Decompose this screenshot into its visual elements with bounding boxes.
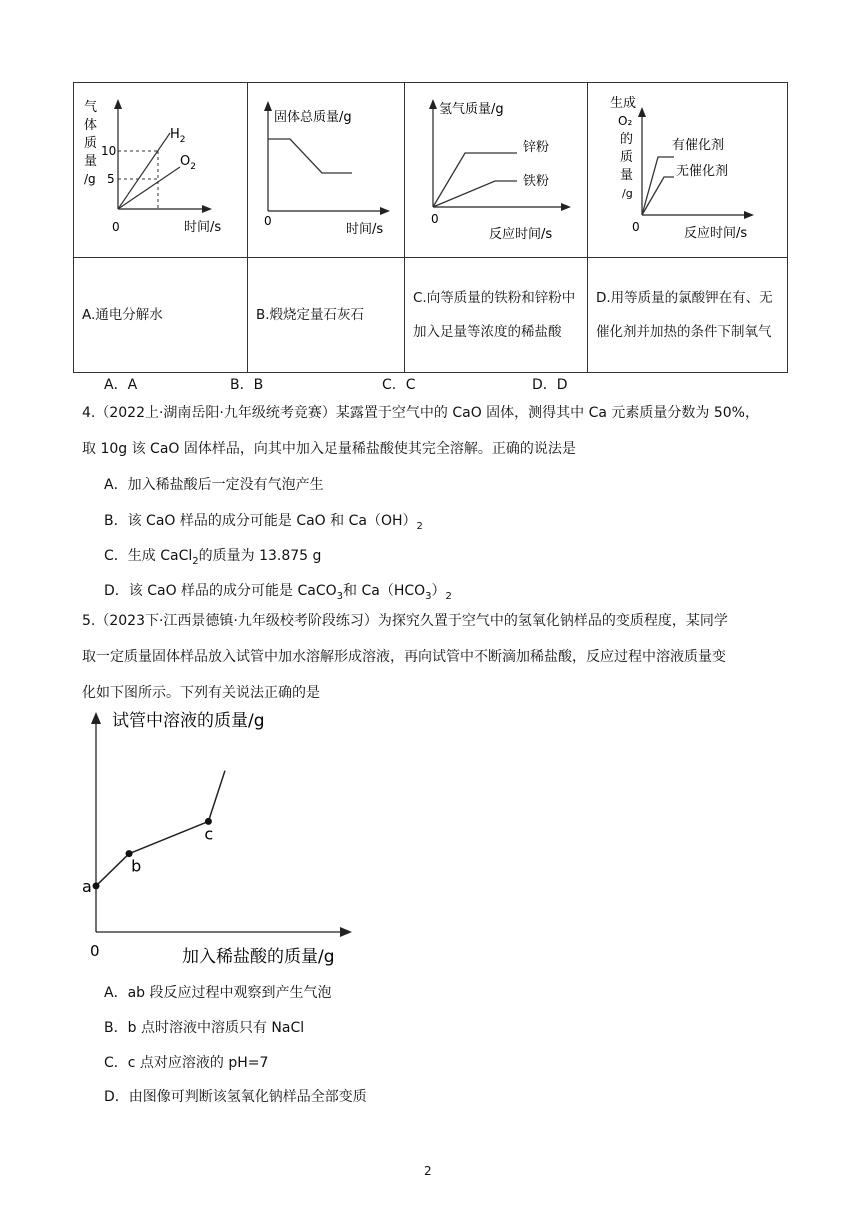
graph-a-tick-10: 10 bbox=[101, 144, 117, 158]
graph-b-ylabel: 固体总质量/g bbox=[274, 110, 352, 125]
graph-a-ylabel-1: 气 bbox=[84, 100, 98, 115]
graph-d bbox=[588, 83, 788, 253]
graph-cell-b bbox=[248, 83, 405, 258]
q5-stem-line2: 取一定质量固体样品放入试管中加水溶解形成溶液，再向试管中不断滴加稀盐酸，反应过程中溶液质量变 bbox=[82, 649, 726, 665]
q4-option-b: B．该 CaO 样品的成分可能是 CaO 和 $Ca(OH)_2$ bbox=[104, 513, 423, 532]
q3-choice-b: B．B bbox=[230, 377, 264, 393]
q5-chart-segment-2 bbox=[129, 821, 208, 853]
graph-a-tick-5: 5 bbox=[107, 172, 115, 186]
graph-c-origin: 0 bbox=[431, 212, 439, 226]
q5-chart-point-label-c: c bbox=[204, 824, 214, 844]
graph-cell-c bbox=[405, 83, 588, 258]
graph-d-ylabel-3: 的 bbox=[620, 132, 634, 147]
q4-option-c: C．生成 CaCl$_2$的质量为 13.875 g bbox=[104, 548, 322, 567]
graph-a-ylabel-3: 质 bbox=[84, 136, 98, 151]
q5-chart-x-arrow bbox=[340, 927, 352, 937]
caption-c: C.向等质量的铁粉和锌粉中加入足量等浓度的稀盐酸 bbox=[405, 258, 588, 373]
q5-stem-line3: 化如下图所示。下列有关说法正确的是 bbox=[82, 685, 320, 701]
graph-a bbox=[74, 83, 248, 253]
graph-a-h2-label: $H_2$ bbox=[170, 127, 186, 145]
q5-chart-point-label-a: a bbox=[82, 876, 92, 896]
q5-chart-marks bbox=[82, 771, 225, 896]
q5-option-a: A．ab 段反应过程中观察到产生气泡 bbox=[104, 985, 332, 1001]
graph-table bbox=[73, 82, 788, 373]
q5-chart-segment-3 bbox=[208, 771, 225, 822]
q5-option-b: B．b 点时溶液中溶质只有 NaCl bbox=[104, 1020, 305, 1036]
graph-d-xlabel: 反应时间/s bbox=[684, 226, 748, 241]
q5-chart-origin: 0 bbox=[90, 942, 100, 960]
page-number: 2 bbox=[424, 1164, 432, 1178]
q5-chart-point-a bbox=[93, 882, 100, 889]
graph-a-xlabel: 时间/s bbox=[184, 220, 222, 235]
q4-option-a: A．加入稀盐酸后一定没有气泡产生 bbox=[104, 477, 324, 493]
q5-chart-point-label-b: b bbox=[131, 856, 142, 876]
graph-a-ylabel-5: /g bbox=[84, 172, 96, 186]
q4-stem-line2: 取 10g 该 CaO 固体样品，向其中加入足量稀盐酸使其完全溶解。正确的说法是 bbox=[82, 441, 576, 457]
graph-a-ylabel-4: 量 bbox=[84, 154, 98, 169]
graph-d-ylabel-6: /g bbox=[622, 187, 633, 200]
q5-option-c: C．c 点对应溶液的 pH=7 bbox=[104, 1055, 269, 1071]
graph-d-ylabel-2: O₂ bbox=[618, 114, 633, 128]
graph-d-ylabel-5: 量 bbox=[620, 168, 634, 183]
graph-d-ylabel-4: 质 bbox=[620, 150, 634, 165]
q3-choice-d: D．D bbox=[532, 377, 568, 393]
graph-c-zinc-label: 锌粉 bbox=[523, 140, 550, 155]
caption-b: B.煅烧定量石灰石 bbox=[248, 258, 405, 373]
q5-chart-ylabel: 试管中溶液的质量/g bbox=[112, 711, 265, 731]
graph-d-ylabel-1: 生成 bbox=[610, 96, 637, 111]
q5-chart-y-arrow bbox=[91, 712, 101, 724]
graph-a-ylabel-2: 体 bbox=[84, 118, 98, 133]
q5-chart-segment-1 bbox=[96, 854, 129, 886]
graph-c-iron-label: 铁粉 bbox=[523, 174, 550, 189]
graph-cell-a bbox=[74, 83, 248, 258]
graph-b-origin: 0 bbox=[264, 214, 272, 228]
q3-choice-c: C．C bbox=[382, 377, 416, 393]
graph-b-xlabel: 时间/s bbox=[346, 222, 384, 237]
caption-a: A.通电分解水 bbox=[74, 258, 248, 373]
caption-d: D.用等质量的氯酸钾在有、无催化剂并加热的条件下制氧气 bbox=[588, 258, 788, 373]
graph-c-ylabel: 氢气质量/g bbox=[439, 102, 504, 117]
q3-choice-a: A．A bbox=[104, 377, 138, 393]
graph-c-xlabel: 反应时间/s bbox=[489, 227, 553, 242]
graph-c bbox=[405, 83, 588, 253]
graph-d-catalyst-label: 有催化剂 bbox=[672, 138, 725, 153]
q4-option-d: D．该 CaO 样品的成分可能是 CaCO$_3$和 $Ca(HCO_3)_2$ bbox=[104, 583, 452, 602]
q5-stem-line1: 5.（2023下·江西景德镇·九年级校考阶段练习）为探究久置于空气中的氢氧化钠样品的变质程度，某同学 bbox=[82, 613, 728, 629]
graph-d-origin: 0 bbox=[632, 220, 640, 234]
q4-stem-line1: 4.（2022上·湖南岳阳·九年级统考竞赛）某露置于空气中的 CaO 固体，测得其中 Ca 元素质量分数为 50%， bbox=[82, 405, 759, 421]
graph-b bbox=[248, 83, 405, 253]
graph-a-origin: 0 bbox=[112, 220, 120, 234]
graph-d-no-catalyst-label: 无催化剂 bbox=[676, 164, 729, 179]
q5-chart-xlabel: 加入稀盐酸的质量/g bbox=[182, 947, 335, 967]
q5-option-d: D．由图像可判断该氢氧化钠样品全部变质 bbox=[104, 1089, 367, 1105]
graph-a-o2-label: $O_2$ bbox=[180, 154, 196, 172]
q5-chart bbox=[78, 706, 368, 972]
graph-cell-d bbox=[588, 83, 788, 258]
